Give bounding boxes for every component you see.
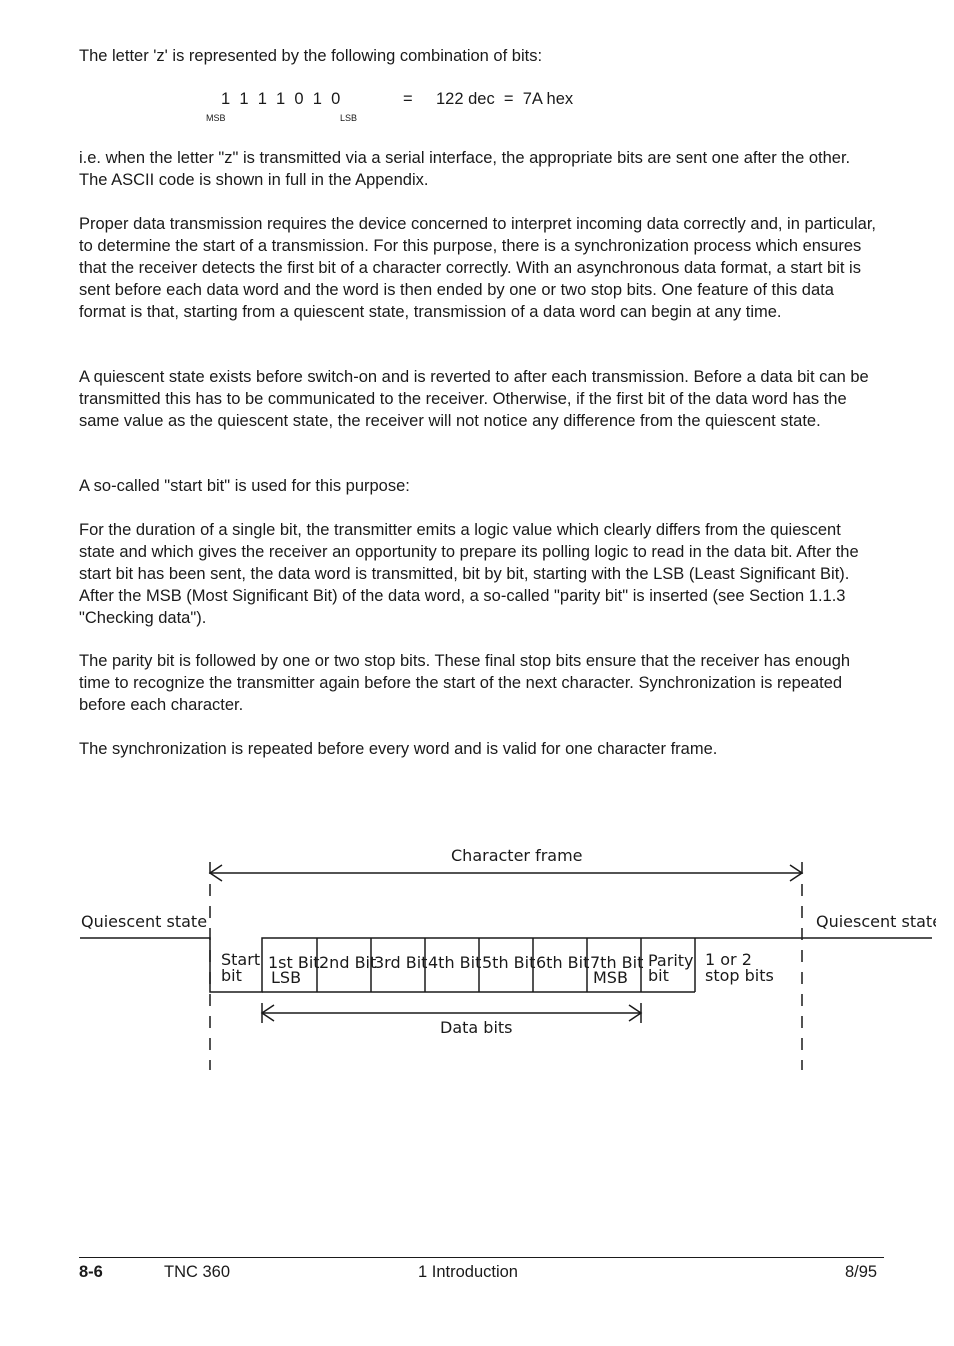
stop-bits-label-line2: stop bits bbox=[705, 966, 774, 985]
parity-paragraph: The parity bit is followed by one or two stop bits. These final stop bits ensure that the receiver has enough time to recognize the transmitter again before the start of the next character. Synchronization is repeated before each character. bbox=[79, 652, 851, 714]
footer-divider bbox=[79, 1257, 884, 1258]
equals-sign: = bbox=[403, 90, 413, 108]
bit4-label: 4th Bit bbox=[428, 953, 482, 972]
bit3-label: 3rd Bit bbox=[374, 953, 428, 972]
stop-bits-label-line1: 1 or 2 bbox=[705, 950, 752, 969]
character-frame-label: Character frame bbox=[451, 846, 583, 865]
quiescent-paragraph: A quiescent state exists before switch-on and is reverted to after each transmission. Before a data bit can be transmitted this has to be communicated to the receiver. Otherwise, if the first bit of the data word has the same value as the quiescent state, the receiver will not notice any difference from the quiescent state. bbox=[79, 368, 869, 430]
data-bits-label: Data bits bbox=[440, 1018, 513, 1037]
bit1-lsb-label: LSB bbox=[271, 968, 302, 987]
sync-paragraph: The synchronization is repeated before every word and is valid for one character frame. bbox=[79, 740, 718, 758]
character-frame-diagram bbox=[0, 830, 954, 1090]
bit-pattern: 1 1 1 1 0 1 0 bbox=[221, 90, 341, 108]
bit2-label: 2nd Bit bbox=[319, 953, 377, 972]
intro-paragraph: The letter 'z' is represented by the following combination of bits: bbox=[79, 47, 543, 65]
footer-chapter: 1 Introduction bbox=[418, 1263, 518, 1281]
duration-paragraph: For the duration of a single bit, the transmitter emits a logic value which clearly differs from the quiescent state and which gives the receiver an opportunity to prepare its polling logic to read in the data bit. After the start bit has been sent, the data word is transmitted, bit by bit, starting with the LSB (Least Significant Bit). After the MSB (Most Significant Bit) of the data word, a so-called "parity bit" is inserted (see Section 1.1.3 "Checking data"). bbox=[79, 521, 859, 627]
footer-page-number: 8-6 bbox=[79, 1263, 103, 1281]
start-bit-label-line1: Start bbox=[221, 950, 261, 969]
bit1-label: 1st Bit bbox=[268, 953, 320, 972]
start-bit-paragraph: A so-called "start bit" is used for this purpose: bbox=[79, 477, 410, 495]
bit-value: 122 dec = 7A hex bbox=[436, 90, 574, 108]
quiescent-state-left-label: Quiescent state bbox=[81, 912, 208, 931]
bit7-msb-label: MSB bbox=[593, 968, 628, 987]
footer-date: 8/95 bbox=[845, 1263, 878, 1281]
bit5-label: 5th Bit bbox=[482, 953, 536, 972]
lsb-label: LSB bbox=[340, 113, 358, 123]
bit7-label: 7th Bit bbox=[590, 953, 644, 972]
ie-paragraph: i.e. when the letter "z" is transmitted via a serial interface, the appropriate bits are sent one after the other. The ASCII code is shown in full in the Appendix. bbox=[79, 149, 851, 189]
parity-label-line1: Parity bbox=[648, 951, 694, 970]
start-bit-label-line2: bit bbox=[221, 966, 242, 985]
proper-transmission-paragraph: Proper data transmission requires the device concerned to interpret incoming data correctly and, in particular, to determine the start of a transmission. For this purpose, there is a synchronization process which ensures that the receiver detects the first bit of a character correctly. With an asynchronous data format, a start bit is sent before each data word and the word is then ended by one or two stop bits. One feature of this data format is that, starting from a quiescent state, transmission of a data word can begin at any time. bbox=[79, 215, 876, 321]
footer-product: TNC 360 bbox=[164, 1263, 231, 1281]
msb-label: MSB bbox=[206, 113, 226, 123]
quiescent-state-right-label: Quiescent state bbox=[816, 912, 943, 931]
parity-label-line2: bit bbox=[648, 966, 669, 985]
bit6-label: 6th Bit bbox=[536, 953, 590, 972]
